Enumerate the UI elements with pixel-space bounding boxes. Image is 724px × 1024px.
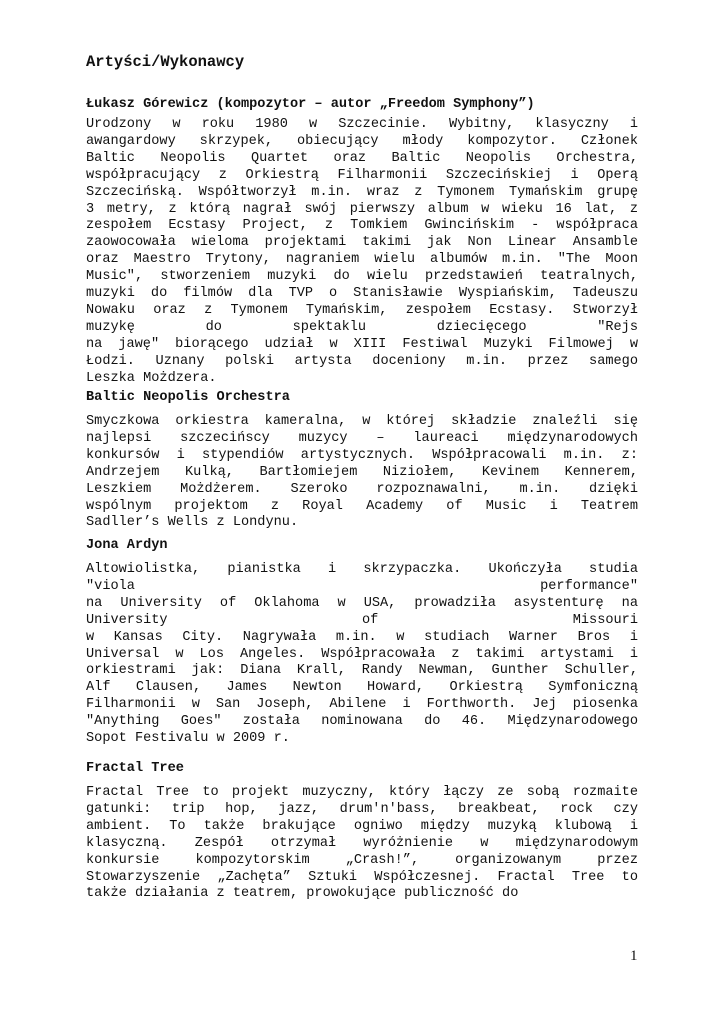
page-number: 1 [630,948,638,964]
text-line: University of Missouri [86,612,638,628]
text-line: Leszka Możdzera. [86,370,217,386]
text-line: Universal w Los Angeles. Współpracowała z takimi artystami i [86,646,638,662]
text-line: Filharmonii w San Joseph, Abilene i Forthworth. Jej piosenka [86,697,638,713]
text-line: Alf Clausen, James Newton Howard, Orkiestrą Symfoniczną [86,680,638,696]
text-line: współpracujący z Orkiestrą Filharmonii Szczecińskiej i Operą [86,167,638,183]
text-line: zespołem Ecstasy Project, z Tomkiem Gwincińskim - współpraca [86,218,638,234]
section-body [86,117,638,388]
section-body [86,562,638,748]
text-line: Sopot Festivalu w 2009 r. [86,731,290,747]
section-heading: Baltic Neopolis Orchestra [86,390,290,405]
page-title: Artyści/Wykonawcy [86,53,245,71]
text-line: także działania z teatrem, prowokujące publiczność do [86,886,519,902]
section-baltic-neopolis [86,389,638,532]
section-body [86,414,638,532]
text-line: ambient. To także brakujące ogniwo między muzyką klubową i [86,818,638,834]
text-line: Sadller’s Wells z Londynu. [86,515,299,531]
text-line: najlepsi szczecińscy muzycy – laureaci międzynarodowych [86,430,638,446]
text-line: konkursie kompozytorskim „Crash!”, organizowanym przez [86,852,638,868]
text-line: w Kansas City. Nagrywała m.in. w studiach Warner Bros i [86,629,638,645]
text-line: Stowarzyszenie „Zachęta” Sztuki Współczesnej. Fractal Tree to [86,869,638,885]
text-line: na University of Oklahoma w USA, prowadziła asystenturę na [86,595,638,611]
text-line: Smyczkowa orkiestra kameralna, w której składzie znaleźli się [86,414,638,429]
text-line: zaowocowała wieloma projektami takimi jak Non Linear Ansamble [86,235,638,251]
text-line: Andrzejem Kulką, Bartłomiejem Niziołem, Kevinem Kennerem, [86,464,638,480]
text-line: oraz Maestro Trytony, nagraniem wielu albumów m.in. "The Moon [86,252,638,268]
section-body [86,785,638,903]
text-line: awangardowy skrzypek, obiecujący młody kompozytor. Członek [86,133,638,149]
section-gorewicz [86,96,638,388]
text-line: "Anything Goes" została nominowana do 46. Międzynarodowego [86,714,638,730]
text-line: Nowaku oraz z Tymonem Tymańskim, zespołem Ecstasy. Stworzył [86,302,638,318]
text-line: Music", stworzeniem muzyki do wielu przedstawień teatralnych, [86,269,638,285]
text-line: Fractal Tree to projekt muzyczny, który łączy ze sobą rozmaite [86,785,638,800]
section-jona-ardyn [86,537,638,748]
text-line: na jawę" biorącego udział w XIII Festiwal Muzyki Filmowej w [86,336,638,352]
text-line: muzykę do spektaklu dziecięcego "Rejs [86,319,638,335]
text-line: Leszkiem Możdżerem. Szeroko rozpoznawalni, m.in. dzięki [86,481,638,497]
text-line: klasyczną. Zespół otrzymał wyróżnienie w międzynarodowym [86,835,638,851]
text-line: konkursów i stypendiów artystycznych. Współpracowali m.in. z: [86,447,638,463]
text-line: wspólnym projektom z Royal Academy of Music i Teatrem [86,498,638,514]
section-heading: Łukasz Górewicz (kompozytor – autor „Freedom Symphony”) [86,97,535,112]
text-line: Szczecińską. Współtworzył m.in. wraz z Tymonem Tymańskim grupę [86,184,638,200]
text-line: 3 metry, z którą nagrał swój pierwszy album w wieku 16 lat, z [86,201,638,217]
section-fractal-tree [86,760,638,903]
text-line: Łodzi. Uznany polski artysta doceniony m.in. przez samego [86,353,638,369]
text-line: muzyki do filmów dla TVP o Stanisławie Wyspiańskim, Tadeuszu [86,286,638,302]
text-line: Urodzony w roku 1980 w Szczecinie. Wybitny, klasyczny i [86,117,638,132]
section-heading: Fractal Tree [86,761,184,776]
text-line: gatunki: trip hop, jazz, drum'n'bass, breakbeat, rock czy [86,801,638,817]
text-line: "viola performance" [86,578,638,594]
text-line: Baltic Neopolis Quartet oraz Baltic Neopolis Orchestra, [86,150,638,166]
text-line: Altowiolistka, pianistka i skrzypaczka. Ukończyła studia [86,562,638,577]
text-line: orkiestrami jak: Diana Krall, Randy Newman, Gunther Schuller, [86,663,638,679]
section-heading: Jona Ardyn [86,538,168,553]
